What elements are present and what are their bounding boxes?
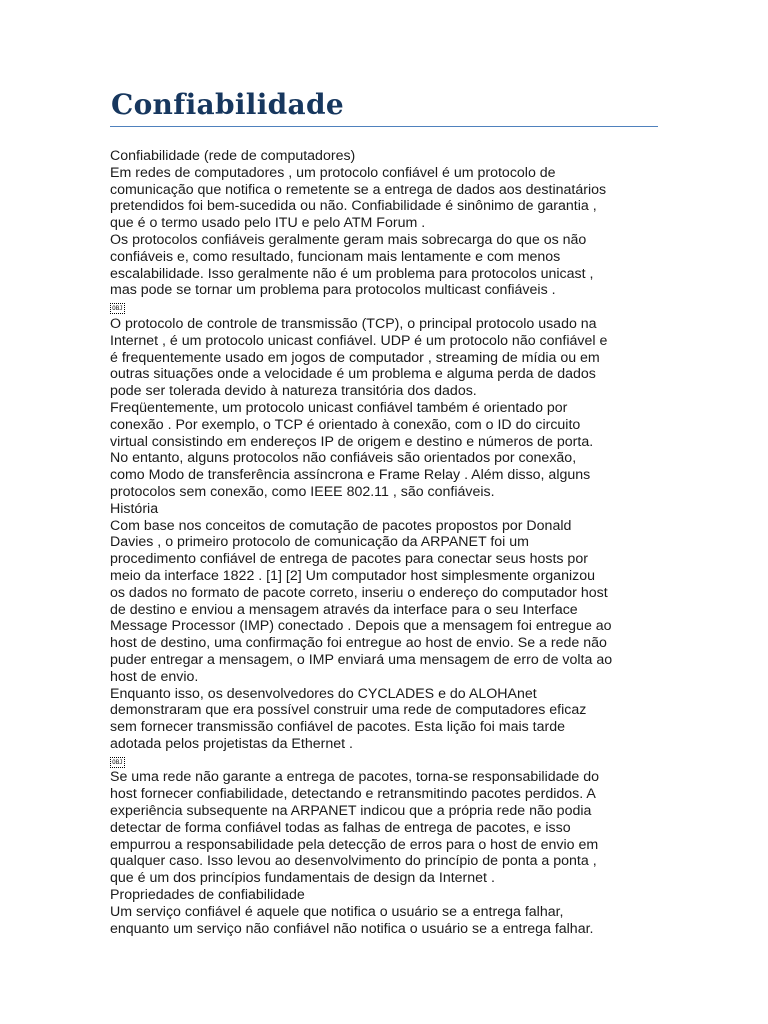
text-line: protocolos sem conexão, como IEEE 802.11 , são confiáveis. [110, 483, 495, 500]
text-line: puder entregar a mensagem, o IMP enviará uma mensagem de erro de volta ao [110, 651, 613, 668]
text-line: Com base nos conceitos de comutação de pacotes propostos por Donald [110, 517, 572, 534]
text-line: como Modo de transferência assíncrona e Frame Relay . Além disso, alguns [110, 467, 591, 484]
text-line: O protocolo de controle de transmissão (TCP), o principal protocolo usado na [110, 315, 597, 332]
document-body [110, 148, 658, 937]
text-line: Message Processor (IMP) conectado . Depois que a mensagem foi entregue ao [110, 618, 612, 635]
document-page [110, 88, 658, 937]
text-line: Internet , é um protocolo unicast confiável. UDP é um protocolo não confiável e [110, 332, 608, 349]
text-line: enquanto um serviço não confiável não notifica o usuário se a entrega falhar. [110, 920, 594, 937]
text-line: qualquer caso. Isso levou ao desenvolvimento do princípio de ponta a ponta , [110, 853, 597, 870]
text-line: confiáveis e, como resultado, funcionam mais lentamente e com menos [110, 248, 561, 265]
text-line: experiência subsequente na ARPANET indicou que a própria rede não podia [110, 803, 592, 820]
text-line: adotada pelos projetistas da Ethernet . [110, 735, 353, 752]
text-line: que é um dos princípios fundamentais de design da Internet . [110, 870, 495, 887]
text-line: é frequentemente usado em jogos de computador , streaming de mídia ou em [110, 349, 600, 366]
text-line: História [110, 500, 159, 517]
text-line: outras situações onde a velocidade é um problema e alguma perda de dados [110, 366, 596, 383]
title-underline-divider [110, 126, 658, 127]
text-line: Freqüentemente, um protocolo unicast confiável também é orientado por [110, 399, 568, 416]
text-line: empurrou a responsabilidade pela detecção de erros para o host de envio em [110, 836, 599, 853]
text-line: Confiabilidade (rede de computadores) [110, 148, 356, 164]
text-line: mas pode se tornar um problema para protocolos multicast confiáveis . [110, 282, 556, 299]
text-line: pretendidos foi bem-sucedida ou não. Confiabilidade é sinônimo de garantia , [110, 198, 597, 215]
text-line: sem fornecer transmissão confiável de pacotes. Esta lição foi mais tarde [110, 719, 565, 736]
text-line: detectar de forma confiável todas as falhas de entrega de pacotes, e isso [110, 819, 571, 836]
text-line: procedimento confiável de entrega de pacotes para conectar seus hosts por [110, 551, 588, 568]
text-line: pode ser tolerada devido à natureza transitória dos dados. [110, 383, 477, 400]
text-line: No entanto, alguns protocolos não confiáveis são orientados por conexão, [110, 450, 577, 467]
text-line: host de envio. [110, 668, 199, 685]
text-line: Davies , o primeiro protocolo de comunicação da ARPANET foi um [110, 534, 529, 551]
text-line: Um serviço confiável é aquele que notifica o usuário se a entrega falhar, [110, 903, 564, 920]
text-line: host fornecer confiabilidade, detectando e retransmitindo pacotes perdidos. A [110, 786, 596, 803]
text-line: host de destino, uma confirmação foi entregue ao host de envio. Se a rede não [110, 635, 607, 652]
text-line: Os protocolos confiáveis geralmente geram mais sobrecarga do que os não [110, 231, 587, 248]
object-placeholder-icon: OBJ [110, 757, 125, 768]
text-line: Se uma rede não garante a entrega de pacotes, torna-se responsabilidade do [110, 769, 600, 786]
text-line: meio da interface 1822 . [1] [2] Um computador host simplesmente organizou [110, 567, 595, 584]
text-line: comunicação que notifica o remetente se a entrega de dados aos destinatários [110, 181, 607, 198]
text-line: que é o termo usado pelo ITU e pelo ATM Forum . [110, 215, 426, 232]
text-line: conexão . Por exemplo, o TCP é orientado à conexão, com o ID do circuito [110, 416, 581, 433]
text-line: escalabilidade. Isso geralmente não é um problema para protocolos unicast , [110, 265, 594, 282]
text-line: demonstraram que era possível construir uma rede de computadores eficaz [110, 702, 587, 719]
text-line: Propriedades de confiabilidade [110, 887, 305, 904]
embedded-object-icon [110, 299, 658, 316]
embedded-object-icon [110, 753, 658, 770]
text-line: virtual consistindo em endereços IP de origem e destino e números de porta. [110, 433, 594, 450]
text-line: os dados no formato de pacote correto, inseriu o endereço do computador host [110, 584, 608, 601]
document-title: Confiabilidade [111, 88, 344, 121]
text-line: Enquanto isso, os desenvolvedores do CYCLADES e do ALOHAnet [110, 685, 537, 702]
text-line: Em redes de computadores , um protocolo confiável é um protocolo de [110, 164, 556, 181]
object-placeholder-icon: OBJ [110, 303, 125, 314]
text-line: de destino e enviou a mensagem através da interface para o seu Interface [110, 601, 578, 618]
